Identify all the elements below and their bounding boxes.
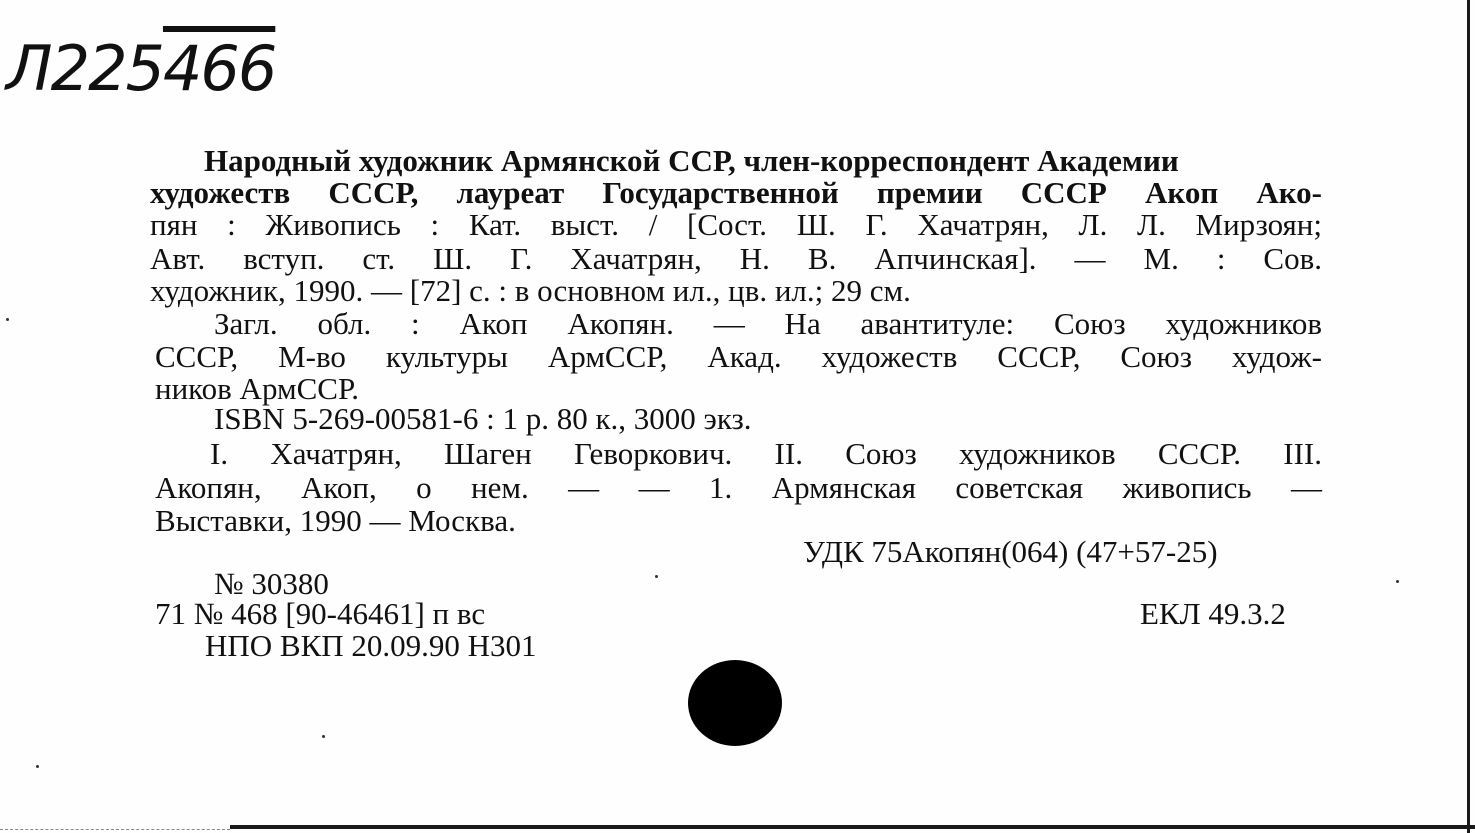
udk-code: УДК 75Акопян(064) (47+57-25) (803, 534, 1218, 569)
main-entry-line-3: пян : Живопись : Кат. выст. / [Сост. Ш. Г. Хачатрян, Л. Л. Мирзоян; (150, 207, 1322, 242)
note-line-1: Загл. обл. : Акоп Акопян. — На авантитуле: Союз художников (214, 306, 1322, 341)
tracings-line-3: Выставки, 1990 — Москва. (155, 503, 516, 538)
card-bottom-edge (230, 825, 1475, 829)
note-line-2: СССР, М-во культуры АрмССР, Акад. художеств СССР, Союз худож- (155, 339, 1322, 374)
punch-hole (688, 660, 782, 746)
speck (1396, 580, 1399, 583)
main-entry-line-1: Народный художник Армянской ССР, член-корреспондент Академии (204, 143, 1179, 178)
card-right-edge (1467, 0, 1470, 833)
tracings-line-1: I. Хачатрян, Шаген Геворкович. II. Союз художников СССР. III. (210, 436, 1322, 471)
printer-line: НПО ВКП 20.09.90 Н301 (205, 628, 537, 663)
note-line-3: ников АрмССР. (155, 371, 360, 406)
ekl-code: ЕКЛ 49.3.2 (1140, 596, 1286, 631)
tracings-line-2: Акопян, Акоп, о нем. — — 1. Армянская советская живопись — (155, 470, 1322, 505)
handwritten-number-over: 466 (162, 32, 276, 105)
record-number: № 30380 (214, 566, 329, 601)
handwritten-inventory-number (6, 32, 276, 105)
isbn-line: ISBN 5-269-00581-6 : 1 р. 80 к., 3000 экз. (214, 401, 752, 436)
handwritten-number-prefix: Л225 (6, 32, 163, 105)
main-entry-line-2: художеств СССР, лауреат Государственной премии СССР Акоп Ако- (150, 175, 1322, 210)
speck (322, 735, 325, 738)
speck (655, 575, 658, 578)
order-line: 71 № 468 [90-46461] п вс (155, 596, 486, 631)
main-entry-line-5: художник, 1990. — [72] с. : в основном ил., цв. ил.; 29 см. (150, 273, 911, 308)
card-bottom-edge-faint (0, 829, 230, 831)
main-entry-line-4: Авт. вступ. ст. Ш. Г. Хачатрян, Н. В. Апчинская]. — М. : Сов. (150, 241, 1322, 276)
speck (36, 765, 39, 768)
speck (6, 318, 9, 321)
